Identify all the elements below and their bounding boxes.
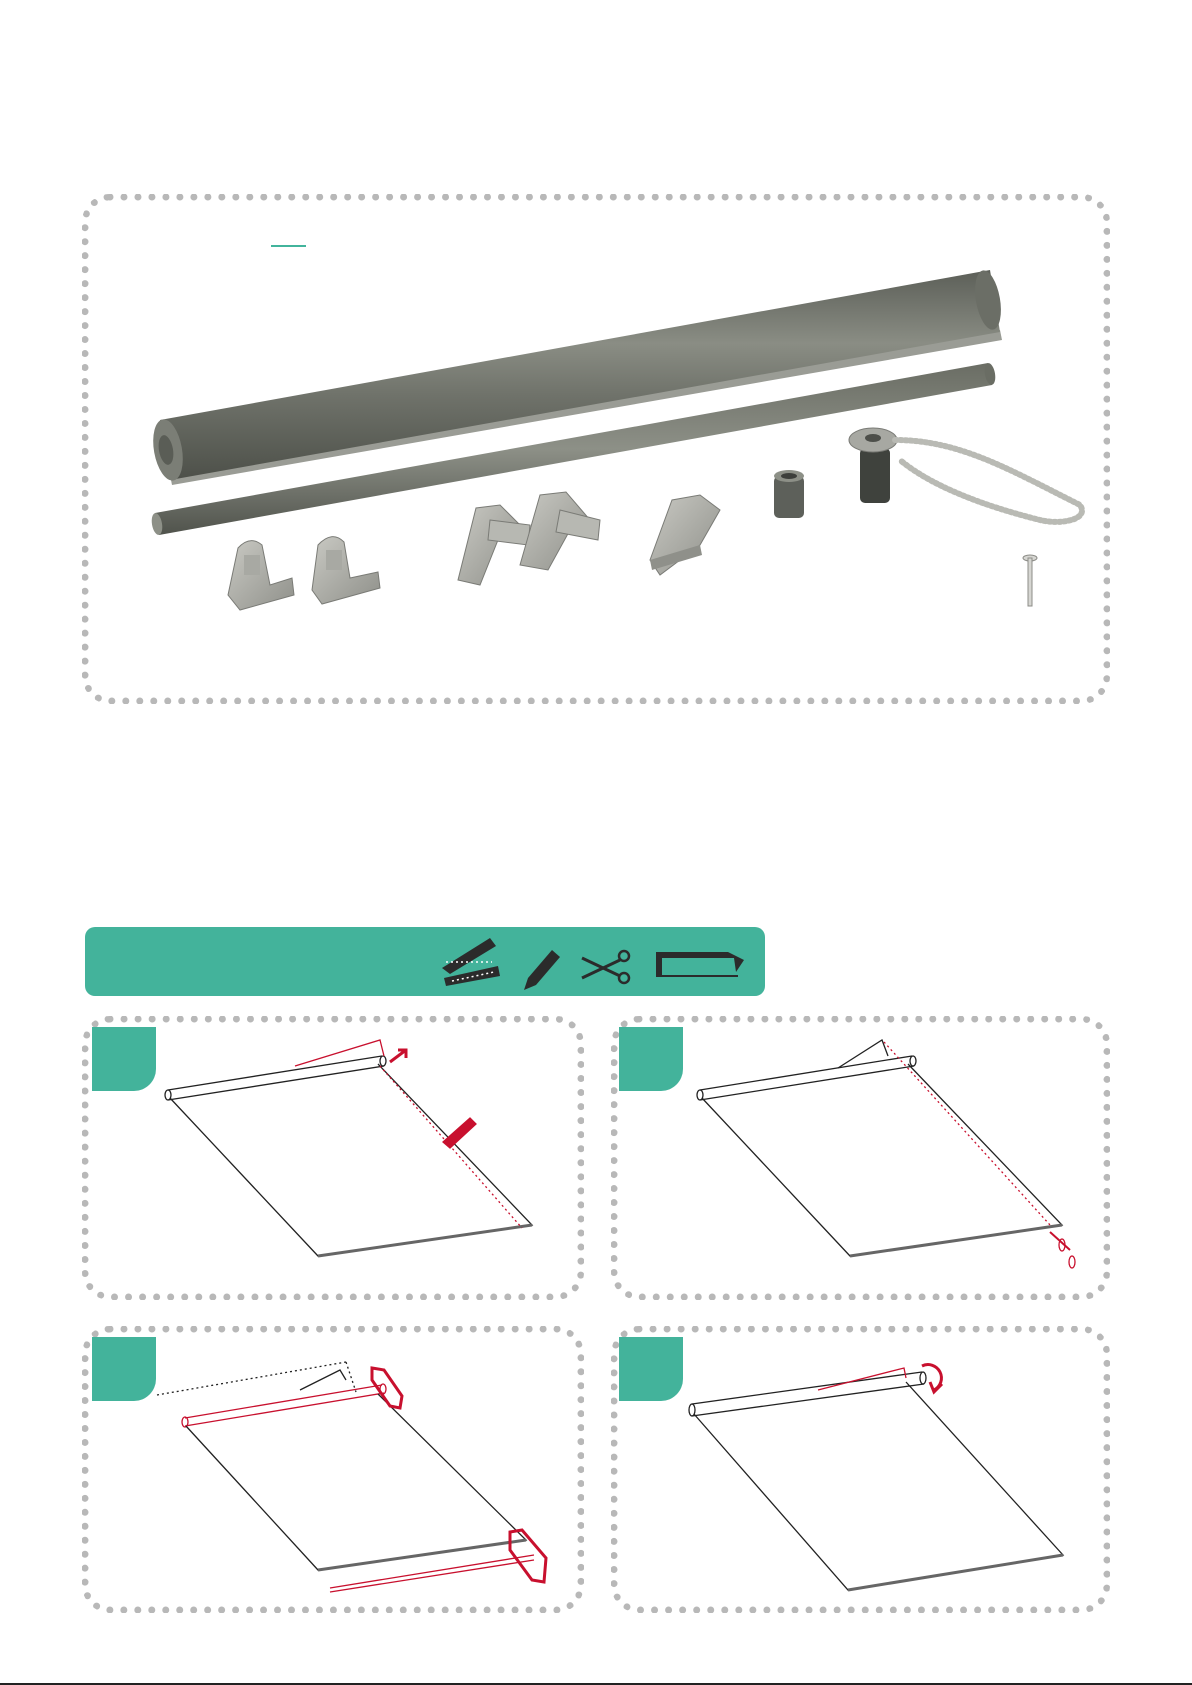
mark-fabric-icon <box>165 1040 532 1256</box>
saw-tube-icon <box>157 1362 546 1592</box>
cut-fabric-icon <box>697 1040 1075 1268</box>
roll-up-icon <box>689 1365 1063 1590</box>
